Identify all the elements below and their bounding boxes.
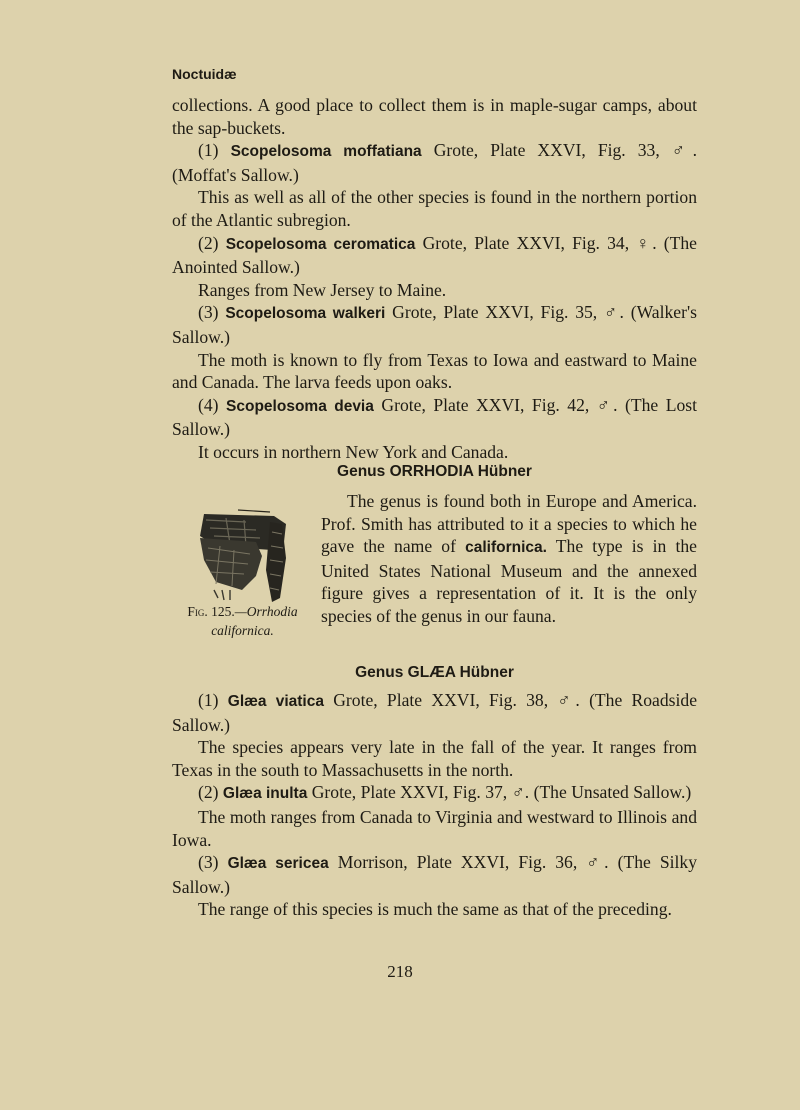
scopelosoma-section	[172, 94, 697, 464]
species-note: The moth is known to fly from Texas to Iowa and eastward to Maine and Canada. The larva feeds upon oaks.	[172, 349, 697, 393]
entry-number: (2)	[198, 782, 219, 803]
entry-number: (3)	[198, 302, 219, 323]
species-note: It occurs in northern New York and Canada.	[198, 441, 509, 462]
entry-number: (1)	[198, 140, 219, 161]
entry-number: (3)	[198, 852, 219, 873]
species-entry	[172, 689, 697, 736]
species-note: The range of this species is much the same as that of the preceding.	[198, 899, 672, 920]
orrhodia-description: The genus is found both in Europe and America. Prof. Smith has attributed to it a species to which he gave the name of californica. The type is in the United States National Museum and the annexed figure gives a representation of it. It is the only species of the genus in our fauna.	[321, 491, 697, 626]
species-name: Glæa inulta	[222, 785, 308, 803]
genus-heading-orrhodia: Genus ORRHODIA Hübner	[337, 463, 532, 480]
species-entry	[172, 232, 697, 279]
genus-heading-glaea: Genus GLÆA Hübner	[355, 664, 514, 681]
species-name: Scopelosoma walkeri	[225, 305, 386, 323]
species-details: Grote, Plate XXVI, Fig. 35, ♂. (Walker's Sallow.)	[172, 302, 697, 347]
species-entry	[172, 851, 697, 898]
species-entry	[172, 139, 697, 186]
species-note: This as well as all of the other species is found in the northern portion of the Atlantic subregion.	[172, 187, 697, 230]
species-name: Glæa viatica	[227, 693, 324, 710]
species-name: Scopelosoma ceromatica	[225, 235, 416, 253]
figure-label: Fig. 125.	[187, 604, 235, 619]
species-entry	[172, 394, 697, 441]
species-name: californica.	[465, 539, 547, 557]
species-details: Morrison, Plate XXVI, Fig. 36, ♂. (The Silky Sallow.)	[172, 852, 697, 897]
entry-number: (2)	[198, 232, 219, 253]
species-name: Scopelosoma moffatiana	[230, 143, 422, 161]
species-details: Grote, Plate XXVI, Fig. 37, ♂. (The Unsated Sallow.)	[307, 782, 692, 803]
intro-paragraph: collections. A good place to collect them is in maple-sugar camps, about the sap-buckets.	[172, 95, 697, 138]
species-note: The species appears very late in the fall of the year. It ranges from Texas in the south to Massachusetts in the north.	[172, 737, 697, 780]
species-entry	[172, 781, 697, 806]
figure-caption	[160, 602, 325, 640]
running-head: Noctuidæ	[172, 66, 237, 82]
species-name: Scopelosoma devia	[226, 397, 374, 415]
page-number: 218	[387, 962, 413, 981]
moth-illustration	[186, 498, 296, 608]
species-note: Ranges from New Jersey to Maine.	[198, 279, 447, 300]
species-note: The moth ranges from Canada to Virginia and westward to Illinois and Iowa.	[172, 806, 697, 850]
figure-species: —Orrhodia californica.	[211, 604, 298, 638]
species-name: Glæa sericea	[227, 855, 329, 873]
species-details: Grote, Plate XXVI, Fig. 33, ♂. (Moffat's Sallow.)	[172, 140, 697, 185]
species-details: Grote, Plate XXVI, Fig. 34, ♀. (The Anointed Sallow.)	[172, 232, 697, 278]
species-details: Grote, Plate XXVI, Fig. 42, ♂. (The Lost Sallow.)	[172, 394, 697, 440]
species-entry	[172, 301, 697, 348]
entry-number: (1)	[198, 690, 219, 710]
glaea-section	[172, 689, 697, 921]
species-details: Grote, Plate XXVI, Fig. 38, ♂. (The Roadside Sallow.)	[172, 690, 698, 735]
entry-number: (4)	[198, 394, 219, 415]
